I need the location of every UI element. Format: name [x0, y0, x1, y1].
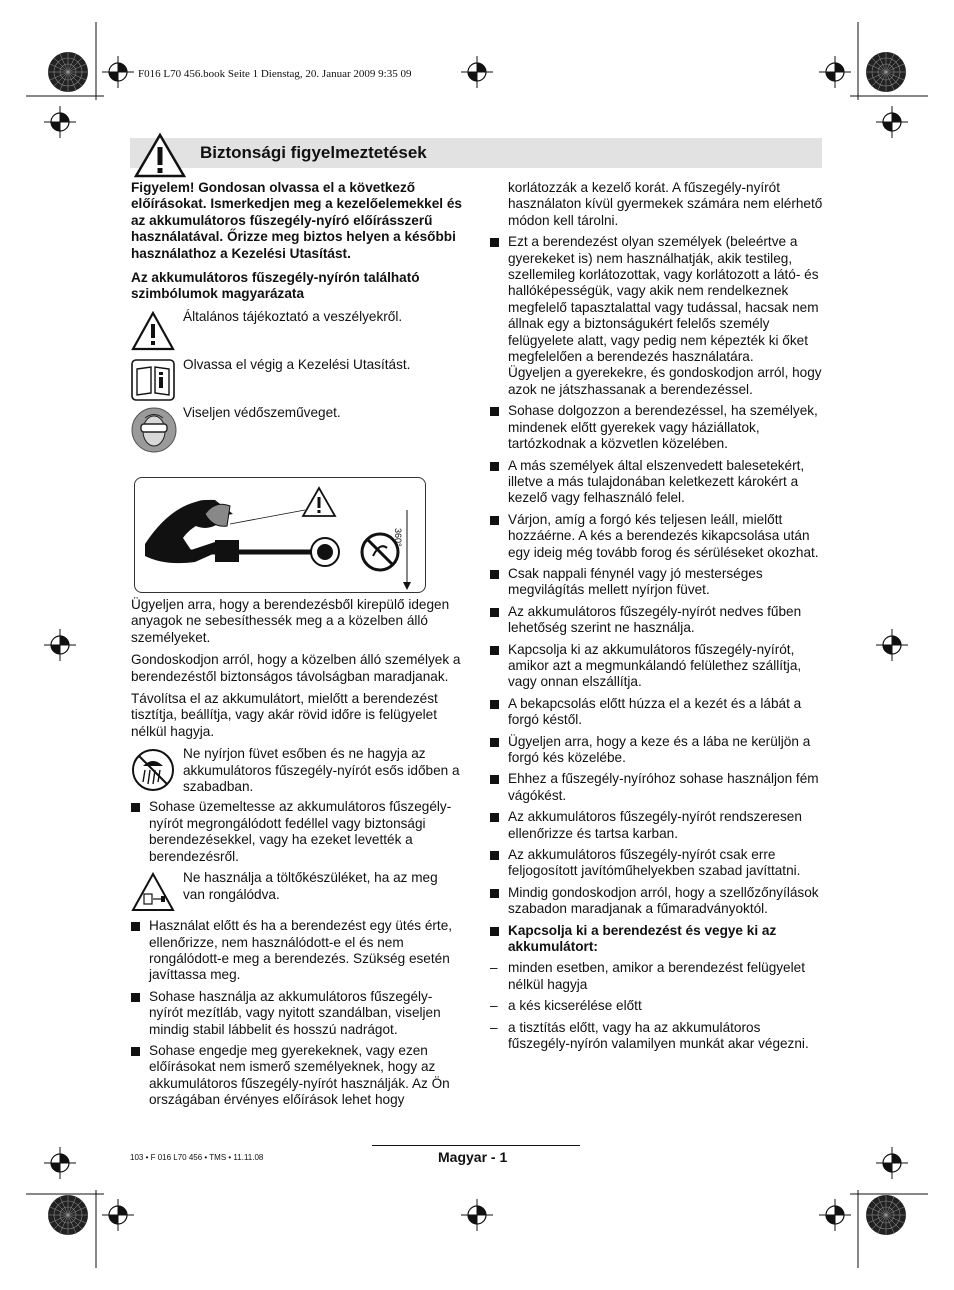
warning-triangle-icon — [134, 132, 186, 178]
symbol-read-manual — [131, 357, 462, 401]
bullet-item: Ehhez a fűszegély-nyíróhoz sohase használjon fém vágókést. — [490, 771, 823, 804]
bullet-item: Használat előtt és ha a berendezést egy ütés érte, ellenőrizze, nem használódott-e el és nem rongálódott-e meg a berendezés. Szükség esetén javíttassa meg. — [131, 918, 462, 984]
symbol-no-rain — [131, 746, 462, 795]
bullet-square-icon — [490, 889, 499, 898]
footer-code: 103 • F 016 L70 456 • TMS • 11.11.08 — [130, 1153, 264, 1162]
bullet-item: A bekapcsolás előtt húzza el a kezét és a lábát a forgó késtől. — [490, 696, 823, 729]
bullet-item: Sohase használja az akkumulátoros fűszegély-nyírót mezítláb, vagy nyitott szandálban, viseljen mindig stabil lábbelit és hosszú nadrágot. — [131, 989, 462, 1038]
bullet-item: Várjon, amíg a forgó kés teljesen leáll, mielőtt hozzáérne. A kés a berendezés kikapcsolása után egy ideig még tovább forog és sérüléseket okozhat. — [490, 512, 823, 561]
bullet-square-icon — [490, 700, 499, 709]
footer-rule — [372, 1145, 580, 1146]
dash-marker: – — [490, 960, 498, 976]
bullet-square-icon — [131, 993, 140, 1002]
dash-item: – a kés kicserélése előtt — [490, 998, 642, 1014]
bullet-square-icon — [490, 462, 499, 471]
left-column-lower — [131, 597, 462, 1114]
continued-text: korlátozzák a kezelő korát. A fűszegély-nyírót használaton kívül gyermekek számára nem elérhető módon kell tárolni. — [508, 180, 823, 228]
bullet-square-icon — [490, 407, 499, 416]
bullet-item: Sohase üzemeltesse az akkumulátoros fűszegély-nyírót megrongálódott fedéllel vagy biztonsági berendezésekkel, vagy ha ezeket levették a berendezésről. — [131, 799, 462, 865]
figure-angle-label: 360° — [393, 528, 403, 547]
symbol-text: Ne nyírjon füvet esőben és ne hagyja az akkumulátoros fűszegély-nyírót esős időben a szabadban. — [183, 746, 460, 795]
symbols-heading: Az akkumulátoros fűszegély-nyírón található szimbólumok magyarázata — [131, 270, 420, 302]
bullet-item: Sohase engedje meg gyerekeknek, vagy ezen előírásokat nem ismerő személyeknek, hogy az akkumulátoros fűszegély-nyírót használják. Az Ön országában érvényes előírások lehet hogy — [131, 1043, 462, 1109]
right-column — [490, 180, 823, 1058]
paragraph: Távolítsa el az akkumulátort, mielőtt a berendezést tisztítja, beállítja, vagy akár rövid időre is felügyelet nélkül hagyja. — [131, 691, 438, 739]
bullet-item: Ezt a berendezést olyan személyek (beleértve a gyerekeket is) nem használhatják, akik testileg, szellemileg korlátozottak, vagy korlátozott a látó- és hallóképességük, vagy akik nem rendelkeznek megfelelő tapasztalattal vagy tudással, hacsak nem állnak egy a biztonságukért felelős személy felügyelete alatt, vagy pedig nem képezték ki őket megfelelően a berendezés használatára. Ügyeljen a gyerekekre, és gondoskodjon arról, hogy azok ne játszhassanak a berendezéssel. — [490, 234, 823, 398]
bullet-square-icon — [490, 738, 499, 747]
section-title: Biztonsági figyelmeztetések — [200, 143, 427, 162]
page-number: Magyar - 1 — [438, 1149, 508, 1165]
bullet-item: Az akkumulátoros fűszegély-nyírót nedves fűben lehetőség szerint ne használja. — [490, 604, 823, 637]
bullet-item: Csak nappali fénynél vagy jó mesterséges megvilágítás mellett nyírjon füvet. — [490, 566, 823, 599]
safety-goggles-icon — [131, 407, 177, 453]
dash-marker: – — [490, 998, 498, 1014]
bullet-item: A más személyek által elszenvedett balesetekért, illetve a más tulajdonában keletkezett károkért a kezelő vagy felhasználó felel. — [490, 458, 823, 507]
dash-item: – a tisztítás előtt, vagy ha az akkumulátoros fűszegély-nyírón valamilyen munkát akar végezni. — [490, 1019, 809, 1052]
bullet-square-icon — [490, 570, 499, 579]
bullet-item: Kapcsolja ki az akkumulátoros fűszegély-nyírót, amikor azt a megmunkálandó felülethez szállítja, vagy onnan elszállítja. — [490, 642, 823, 691]
bullet-square-icon — [131, 803, 140, 812]
hazard-triangle-icon — [131, 311, 175, 351]
bullet-item: Az akkumulátoros fűszegély-nyírót rendszeresen ellenőrizze és tartsa karban. — [490, 809, 823, 842]
symbol-text: Általános tájékoztató a veszélyekről. — [183, 308, 403, 324]
manual-book-icon — [131, 359, 175, 401]
paragraph: Ügyeljen arra, hogy a berendezésből kirepülő idegen anyagok ne sebesíthessék meg a a közelben álló személyeket. — [131, 597, 450, 645]
bullet-square-icon — [490, 775, 499, 784]
bullet-item: Az akkumulátoros fűszegély-nyírót csak erre feljogosított javítóműhelyekben szabad javíttatni. — [490, 847, 823, 880]
symbol-eye-protection — [131, 405, 462, 453]
bullet-square-icon — [490, 813, 499, 822]
bullet-item: Ügyeljen arra, hogy a keze és a lába ne kerüljön a forgó kés közelébe. — [490, 734, 823, 767]
symbol-text: Ne használja a töltőkészüléket, ha az meg van rongálódva. — [183, 870, 438, 902]
dash-item: – minden esetben, amikor a berendezést felügyelet nélkül hagyja — [490, 960, 805, 992]
bullet-square-icon — [490, 238, 499, 247]
charger-warning-icon — [131, 872, 175, 912]
bullet-square-icon — [490, 851, 499, 860]
symbol-general-hazard — [131, 309, 462, 353]
bullet-square-icon — [490, 927, 499, 936]
symbol-text: Viseljen védőszeműveget. — [183, 404, 341, 420]
left-column — [131, 180, 462, 457]
bullet-square-icon — [490, 608, 499, 617]
safety-distance-figure — [134, 477, 426, 593]
bullet-item: Sohase dolgozzon a berendezéssel, ha személyek, mindenek előtt gyerekek vagy háziállatok, tartózkodnak a közvetlen közelében. — [490, 403, 823, 452]
bullet-item: Mindig gondoskodjon arról, hogy a szellőzőnyílások szabadon maradjanak a fűmaradványoktól. — [490, 885, 823, 918]
bullet-item-bold: Kapcsolja ki a berendezést és vegye ki az akkumulátort: — [490, 923, 823, 956]
book-info: F016 L70 456.book Seite 1 Dienstag, 20. Januar 2009 9:35 09 — [138, 68, 412, 80]
symbol-damaged-charger — [131, 870, 462, 914]
bullet-square-icon — [490, 646, 499, 655]
intro-warning: Figyelem! Gondosan olvassa el a következő előírásokat. Ismerkedjen meg a kezelőelemekkel és az akkumulátoros fűszegély-nyíró előírásszerű használatával. Őrizze meg biztos helyen a későbbi használathoz a Kezelési Utasítást. — [131, 180, 462, 261]
no-rain-icon — [131, 748, 175, 792]
symbol-text: Olvassa el végig a Kezelési Utasítást. — [183, 356, 411, 372]
bullet-square-icon — [490, 516, 499, 525]
trimmer-operator-illustration — [135, 478, 425, 592]
paragraph: Gondoskodjon arról, hogy a közelben álló személyek a berendezéstől biztonságos távolságban maradjanak. — [131, 652, 461, 684]
supervision-note: Ügyeljen a gyerekekre, és gondoskodjon arról, hogy azok ne játszhassanak a berendezéssel. — [508, 365, 822, 397]
dash-marker: – — [490, 1019, 498, 1035]
bullet-square-icon — [131, 1047, 140, 1056]
bullet-square-icon — [131, 922, 140, 931]
